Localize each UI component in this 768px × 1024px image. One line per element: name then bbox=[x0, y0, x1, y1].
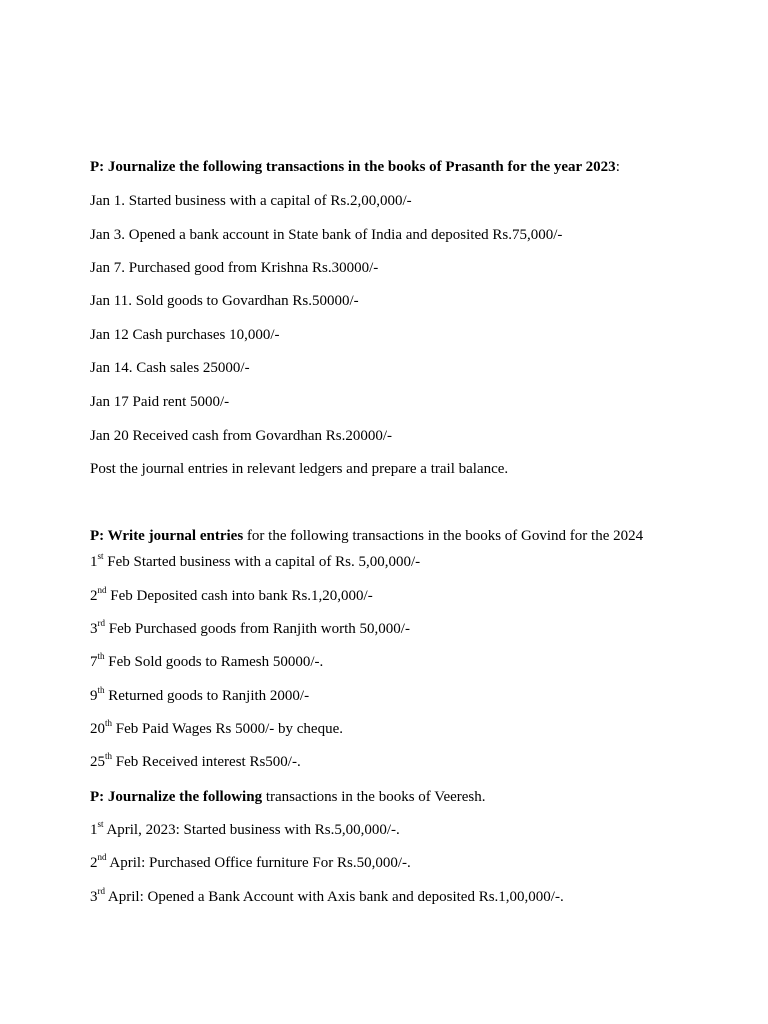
item-text: Returned goods to Ranjith 2000/- bbox=[104, 688, 310, 704]
item-text: Feb Started business with a capital of Rs. 5,00,000/- bbox=[103, 554, 421, 570]
section1-item: Jan 1. Started business with a capital of Rs.2,00,000/- bbox=[90, 193, 412, 209]
section3-heading bbox=[90, 788, 486, 806]
item-number: 2 bbox=[90, 588, 98, 604]
ordinal-suffix: th bbox=[105, 718, 113, 728]
item-number: 2 bbox=[90, 855, 98, 871]
section1-heading-tail: : bbox=[615, 159, 620, 175]
ordinal-suffix: st bbox=[97, 551, 104, 561]
section3-item bbox=[90, 888, 564, 906]
item-number: 1 bbox=[90, 554, 98, 570]
item-number: 9 bbox=[90, 688, 98, 704]
section3-item bbox=[90, 854, 411, 872]
section2-item bbox=[90, 720, 343, 738]
section3-heading-rest: transactions in the books of Veeresh. bbox=[262, 789, 486, 805]
ordinal-suffix: st bbox=[97, 819, 104, 829]
ordinal-suffix: nd bbox=[97, 585, 107, 595]
ordinal-suffix: th bbox=[97, 651, 105, 661]
section1-heading bbox=[90, 158, 620, 176]
section2-item bbox=[90, 620, 410, 638]
item-number: 3 bbox=[90, 889, 98, 905]
section3-heading-bold: P: Journalize the following bbox=[90, 789, 263, 805]
item-text: Feb Sold goods to Ramesh 50000/-. bbox=[104, 654, 324, 670]
section2-heading bbox=[90, 527, 643, 545]
ordinal-suffix: th bbox=[97, 685, 105, 695]
item-number: 20 bbox=[90, 721, 105, 737]
section1-item: Jan 14. Cash sales 25000/- bbox=[90, 360, 250, 376]
item-text: Feb Received interest Rs500/-. bbox=[112, 754, 301, 770]
section1-footer: Post the journal entries in relevant ledgers and prepare a trail balance. bbox=[90, 461, 509, 477]
section1-item: Jan 17 Paid rent 5000/- bbox=[90, 394, 230, 410]
ordinal-suffix: nd bbox=[97, 852, 107, 862]
section3-item bbox=[90, 821, 400, 839]
section1-item: Jan 7. Purchased good from Krishna Rs.30000/- bbox=[90, 260, 379, 276]
ordinal-suffix: rd bbox=[97, 886, 105, 896]
ordinal-suffix: rd bbox=[97, 618, 105, 628]
item-number: 1 bbox=[90, 822, 98, 838]
section2-item bbox=[90, 587, 373, 605]
section1-item: Jan 20 Received cash from Govardhan Rs.20000/- bbox=[90, 428, 393, 444]
section1-item: Jan 12 Cash purchases 10,000/- bbox=[90, 327, 280, 343]
section2-item bbox=[90, 653, 323, 671]
section2-item bbox=[90, 687, 309, 705]
ordinal-suffix: th bbox=[105, 751, 113, 761]
item-text: April: Purchased Office furniture For Rs.50,000/-. bbox=[106, 855, 411, 871]
item-number: 25 bbox=[90, 754, 105, 770]
item-text: Feb Paid Wages Rs 5000/- by cheque. bbox=[112, 721, 343, 737]
item-text: Feb Deposited cash into bank Rs.1,20,000/- bbox=[106, 588, 373, 604]
item-text: Feb Purchased goods from Ranjith worth 50,000/- bbox=[105, 621, 410, 637]
item-number: 7 bbox=[90, 654, 98, 670]
section2-item bbox=[90, 553, 420, 571]
item-number: 3 bbox=[90, 621, 98, 637]
section2-heading-bold: P: Write journal entries bbox=[90, 528, 244, 544]
item-text: April, 2023: Started business with Rs.5,00,000/-. bbox=[103, 822, 400, 838]
section1-item: Jan 11. Sold goods to Govardhan Rs.50000/- bbox=[90, 293, 359, 309]
item-text: April: Opened a Bank Account with Axis bank and deposited Rs.1,00,000/-. bbox=[105, 889, 564, 905]
section2-item bbox=[90, 753, 301, 771]
section1-item: Jan 3. Opened a bank account in State bank of India and deposited Rs.75,000/- bbox=[90, 227, 563, 243]
section1-heading-bold: P: Journalize the following transactions in the books of Prasanth for the year 2023 bbox=[90, 159, 616, 175]
section2-heading-rest: for the following transactions in the books of Govind for the 2024 bbox=[243, 528, 644, 544]
